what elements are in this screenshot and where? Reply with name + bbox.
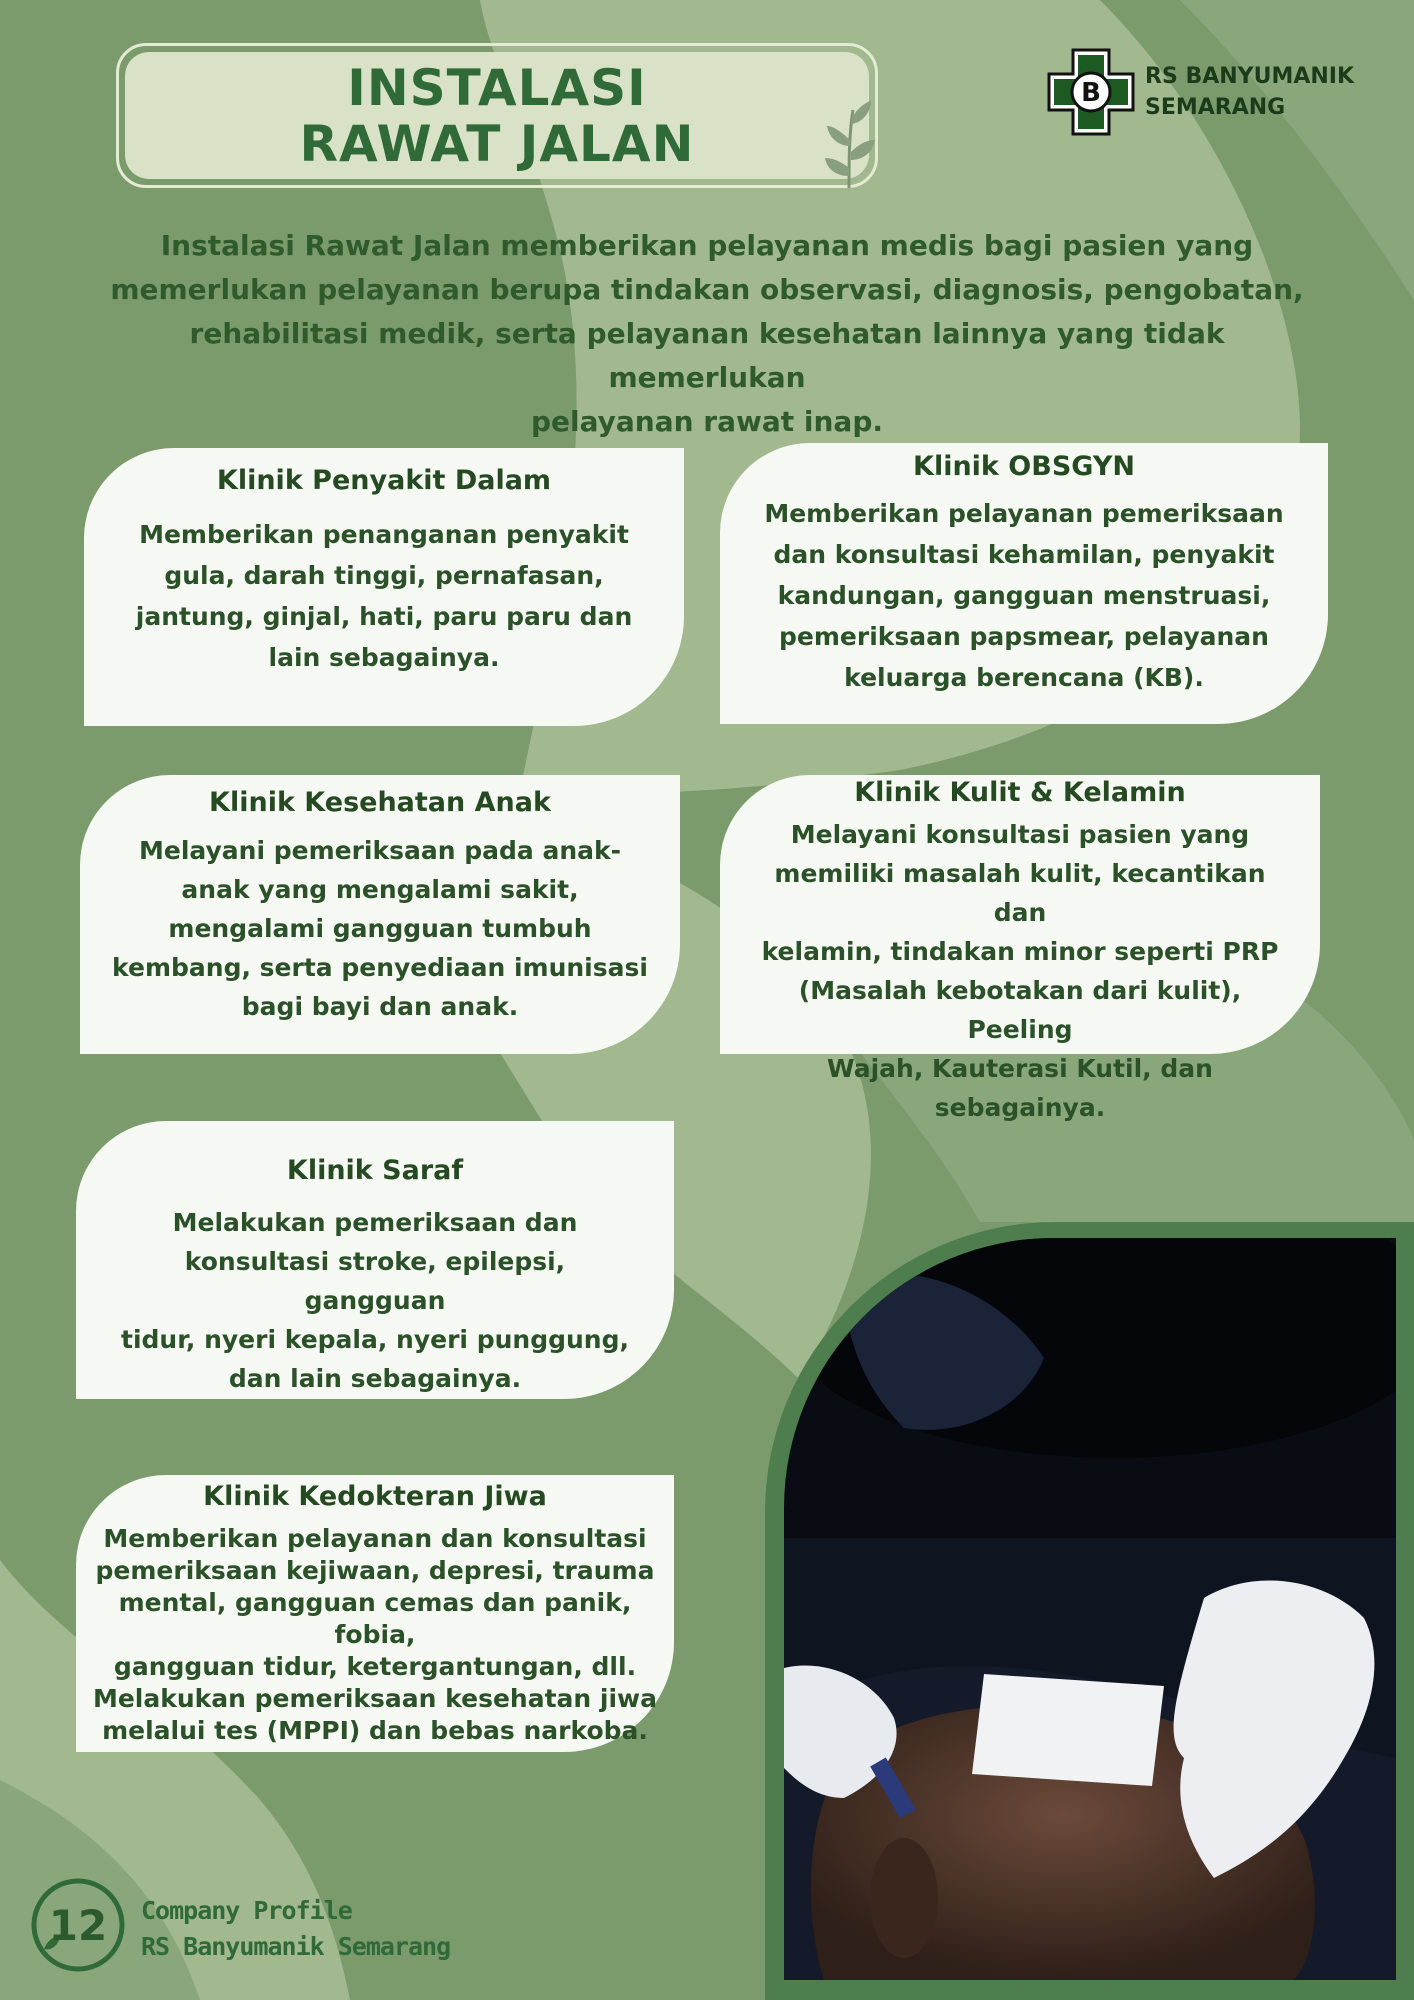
- description-line: bagi bayi dan anak.: [241, 992, 519, 1021]
- description-line: sebagainya.: [934, 1093, 1106, 1122]
- treatment-photo-illustration: [784, 1238, 1396, 1980]
- page-title-line-1: INSTALASI: [347, 58, 647, 117]
- intro-paragraph: [96, 224, 1318, 444]
- description-line: Memberikan pelayanan dan konsultasi: [103, 1524, 647, 1553]
- page-title-line-2: RAWAT JALAN: [299, 114, 695, 173]
- clinic-card-title: Klinik Kesehatan Anak: [209, 787, 551, 818]
- treatment-photo: [784, 1238, 1396, 1980]
- description-line: kandungan, gangguan menstruasi,: [777, 581, 1271, 610]
- description-line: pemeriksaan kejiwaan, depresi, trauma: [95, 1556, 655, 1585]
- clinic-card-description: [88, 1523, 662, 1747]
- clinic-card-kulit-kelamin: [720, 775, 1320, 1122]
- clinic-card-description: [744, 815, 1296, 1127]
- description-line: Memberikan penanganan penyakit: [139, 520, 629, 549]
- description-line: Melakukan pemeriksaan kesehatan jiwa: [92, 1684, 658, 1713]
- clinic-card-kedokteran-jiwa: [76, 1475, 674, 1752]
- description-line: konsultasi stroke, epilepsi, gangguan: [184, 1247, 566, 1315]
- clinic-card-title: Klinik Kedokteran Jiwa: [203, 1481, 547, 1512]
- description-line: Memberikan pelayanan pemeriksaan: [764, 499, 1284, 528]
- hospital-cross-icon: [1047, 48, 1135, 136]
- description-line: gula, darah tinggi, pernafasan,: [164, 561, 604, 590]
- logo-text-line-1: RS BANYUMANIK: [1145, 64, 1355, 89]
- leaf-icon: [819, 100, 879, 190]
- clinic-card-penyakit-dalam: [84, 448, 684, 726]
- description-line: keluarga berencana (KB).: [844, 663, 1204, 692]
- description-line: pemeriksaan papsmear, pelayanan: [779, 622, 1269, 651]
- description-line: mental, gangguan cemas dan panik, fobia,: [118, 1588, 632, 1649]
- footer-text: [141, 1893, 450, 1965]
- description-line: kelamin, tindakan minor seperti PRP: [761, 937, 1279, 966]
- clinic-card-title: Klinik Penyakit Dalam: [216, 465, 552, 496]
- description-line: tidur, nyeri kepala, nyeri punggung,: [121, 1325, 629, 1354]
- clinic-card-obsgyn: [720, 443, 1328, 724]
- description-line: Wajah, Kauterasi Kutil, dan: [827, 1054, 1213, 1083]
- description-line: memiliki masalah kulit, kecantikan dan: [774, 859, 1266, 927]
- clinic-card-title: Klinik Kulit & Kelamin: [854, 777, 1186, 808]
- intro-line: pelayanan rawat inap.: [530, 405, 884, 438]
- description-line: Melayani konsultasi pasien yang: [790, 820, 1250, 849]
- description-line: lain sebagainya.: [268, 643, 500, 672]
- description-line: melalui tes (MPPI) dan bebas narkoba.: [102, 1716, 648, 1745]
- clinic-card-description: [118, 514, 650, 678]
- description-line: Melayani pemeriksaan pada anak-: [138, 836, 622, 865]
- clinic-card-description: [106, 831, 654, 1026]
- description-line: mengalami gangguan tumbuh: [168, 914, 592, 943]
- description-line: kembang, serta penyediaan imunisasi: [112, 953, 648, 982]
- clinic-card-description: [116, 1203, 634, 1398]
- intro-line: rehabilitasi medik, serta pelayanan kesehatan lainnya yang tidak memerlukan: [189, 317, 1225, 394]
- clinic-card-title: Klinik OBSGYN: [913, 451, 1135, 482]
- title-box: [116, 43, 878, 188]
- description-line: dan lain sebagainya.: [228, 1364, 522, 1393]
- clinic-card-description: [750, 493, 1298, 698]
- page-number: 12: [48, 1900, 108, 1950]
- description-line: dan konsultasi kehamilan, penyakit: [773, 540, 1275, 569]
- description-line: (Masalah kebotakan dari kulit), Peeling: [798, 976, 1242, 1044]
- footer-line-1: Company Profile: [141, 1896, 352, 1925]
- title-panel: [125, 52, 869, 179]
- logo-text-line-2: SEMARANG: [1145, 95, 1286, 120]
- intro-line: Instalasi Rawat Jalan memberikan pelayanan medis bagi pasien yang: [160, 229, 1254, 262]
- description-line: jantung, ginjal, hati, paru paru dan: [135, 602, 633, 631]
- hospital-logo: [1047, 48, 1354, 136]
- description-line: Melakukan pemeriksaan dan: [172, 1208, 578, 1237]
- footer-line-2: RS Banyumanik Semarang: [141, 1932, 451, 1961]
- description-line: gangguan tidur, ketergantungan, dll.: [113, 1652, 637, 1681]
- intro-line: memerlukan pelayanan berupa tindakan observasi, diagnosis, pengobatan,: [110, 273, 1304, 306]
- clinic-card-title: Klinik Saraf: [286, 1155, 464, 1186]
- clinic-card-saraf: [76, 1121, 674, 1399]
- logo-letter: B: [1081, 78, 1101, 108]
- description-line: anak yang mengalami sakit,: [181, 875, 579, 904]
- clinic-card-kesehatan-anak: [80, 775, 680, 1054]
